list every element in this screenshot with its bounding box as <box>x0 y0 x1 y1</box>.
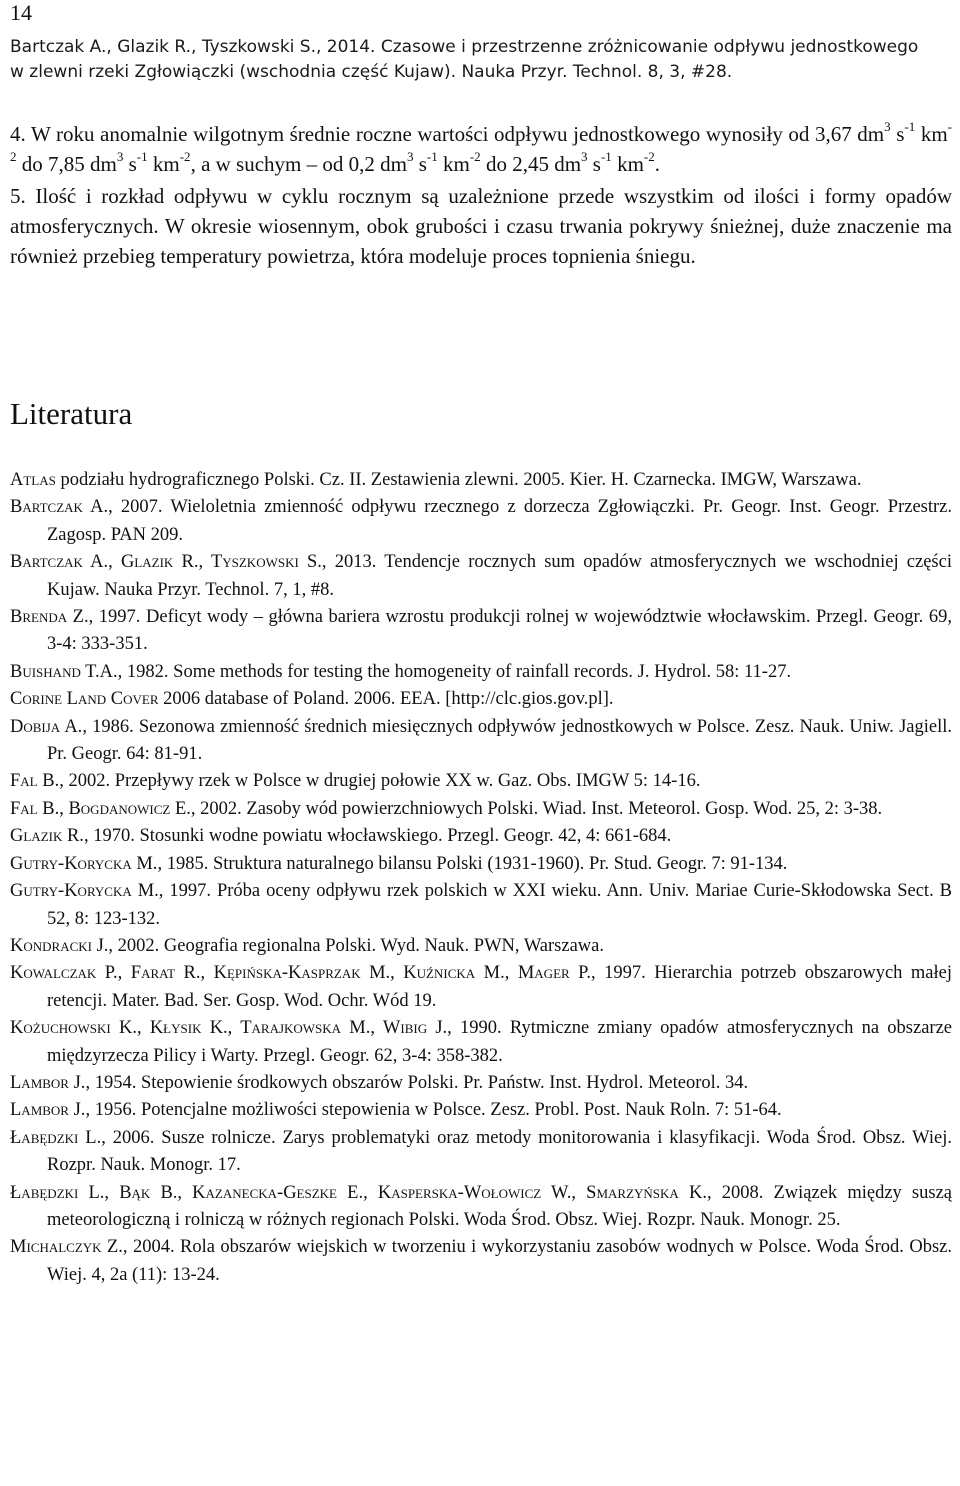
conclusion-5: 5. Ilość i rozkład odpływu w cyklu rocznym są uzależnione przede wszystkim od ilości i formy opadów atmosferycznych. W okresie wiosennym, obok grubości i czasu trwania pokrywy śnieżnej, duże znaczenie ma również przebieg temperatury powietrza, która modeluje proces topnienia śniegu. <box>10 184 952 268</box>
reference-details: , 1986. Sezonowa zmienność średnich miesięcznych odpływów jednostkowych w Polsce. Zesz. Nauk. Uniw. Jagiell. Pr. Geogr. 64: 81-91. <box>47 716 952 765</box>
reference-entry <box>10 604 952 659</box>
reference-details: , 1990. Rytmiczne zmiany opadów atmosferycznych na obszarze międzyrzecza Pilicy i Warty. Przegl. Geogr. 62, 3-4: 358-382. <box>47 1018 952 1066</box>
reference-details: , 2002. Przepływy rzek w Polsce w drugiej połowie XX w. Gaz. Obs. IMGW 5: 14-16. <box>59 771 701 792</box>
reference-details: , 2002. Geografia regionalna Polski. Wyd. Nauk. PWN, Warszawa. <box>108 935 605 956</box>
reference-entry <box>10 933 952 960</box>
reference-entry <box>10 1015 952 1070</box>
reference-author: Kożuchowski K., Kłysik K., Tarajkowska M., Wibig J. <box>10 1018 448 1039</box>
reference-entry <box>10 467 952 494</box>
reference-entry <box>10 1097 952 1124</box>
reference-details: 2006 database of Poland. 2006. EEA. [http://clc.gios.gov.pl]. <box>158 689 614 710</box>
reference-details: , 1997. Hierarchia potrzeb obszarowych małej retencji. Mater. Bad. Ser. Gosp. Wod. Ochr. Wód 19. <box>47 963 952 1011</box>
reference-author: Bartczak A. <box>10 497 109 518</box>
reference-details: , 2002. Zasoby wód powierzchniowych Polski. Wiad. Inst. Meteorol. Gosp. Wod. 25, 2: 3-38. <box>190 798 883 819</box>
reference-details: , 1997. Deficyt wody – główna bariera wzrostu produkcji rolnej w województwie włocławskim. Przegl. Geogr. 69, 3-4: 333-351. <box>47 607 952 655</box>
reference-entry <box>10 768 952 795</box>
reference-details: , 2006. Susze rolnicze. Zarys problematyki oraz metody monitorowania i klasyfikacji. Woda Środ. Obsz. Wiej. Rozpr. Nauk. Monogr. 17. <box>47 1127 952 1176</box>
reference-author: Dobija A. <box>10 716 83 737</box>
reference-entry <box>10 796 952 823</box>
reference-list <box>10 467 952 1289</box>
reference-entry <box>10 659 952 686</box>
page-number: 14 <box>10 0 32 25</box>
reference-author: Gutry-Korycka M. <box>10 881 159 902</box>
reference-entry <box>10 851 952 878</box>
reference-author: Corine Land Cover <box>10 689 159 710</box>
reference-details: , 1956. Potencjalne możliwości stepowienia w Polsce. Zesz. Probl. Post. Nauk Roln. 7: 51-64. <box>85 1100 782 1121</box>
conclusion-4: 4. W roku anomalnie wilgotnym średnie roczne wartości odpływu jednostkowego wynosiły od 3,67 $dm^3$ $s^{-1}$ $km^{-2}$ do 7,85 $dm^3$ $s^{-1}$ $km^{-2}$, a w suchym – od 0,2 $dm^3$ $s^{-1}$ $km^{-2}$ do 2,45 $dm^3$ $s^{-1}$ $km^{-2}$. <box>10 119 953 176</box>
reference-details: , 2004. Rola obszarów wiejskich w tworzeniu i wykorzystaniu zasobów wodnych w Polsce. Woda Środ. Obsz. Wiej. 4, 2a (11): 13-24. <box>47 1237 953 1285</box>
reference-details: , 1997. Próba oceny odpływu rzek polskich w XXI wieku. Ann. Univ. Mariae Curie-Skłodowska Sect. B 52, 8: 123-132. <box>47 881 953 929</box>
reference-entry <box>10 823 952 850</box>
reference-author: Bartczak A., Glazik R., Tyszkowski S. <box>10 552 322 573</box>
running-header-line-2: w zlewni rzeki Zgłowiączki (wschodnia część Kujaw). Nauka Przyr. Technol. 8, 3, #28. <box>10 62 733 82</box>
reference-author: Lambor J. <box>10 1100 86 1121</box>
reference-author: Brenda Z. <box>10 607 89 628</box>
reference-author: Fal B. <box>10 771 60 792</box>
reference-author: Fal B., Bogdanowicz E. <box>10 798 191 819</box>
reference-details: , 1982. Some methods for testing the homogeneity of rainfall records. J. Hydrol. 58: 11-27. <box>117 661 792 682</box>
reference-details: , 1970. Stosunki wodne powiatu włocławskiego. Przegl. Geogr. 42, 4: 661-684. <box>83 826 672 847</box>
conclusions-text <box>10 119 952 271</box>
reference-author: Kondracki J. <box>10 935 109 956</box>
reference-details: , 1954. Stepowienie środkowych obszarów Polski. Pr. Państw. Inst. Hydrol. Meteorol. 34. <box>85 1072 749 1093</box>
reference-entry <box>10 549 952 604</box>
reference-entry <box>10 1180 952 1235</box>
reference-author: Buishand T.A. <box>10 661 118 682</box>
reference-entry <box>10 878 952 933</box>
reference-author: Łabędzki L. <box>10 1127 102 1148</box>
reference-author: Gutry-Korycka M. <box>10 853 158 874</box>
running-header <box>10 35 955 85</box>
reference-entry <box>10 494 952 549</box>
reference-details: , 2008. Związek między suszą meteorologiczną i rolniczą w różnych regionach Polski. Woda Środ. Obsz. Wiej. Rozpr. Nauk. Monogr. 25. <box>47 1182 952 1230</box>
reference-entry <box>10 1125 952 1180</box>
reference-entry <box>10 714 952 769</box>
reference-entry <box>10 960 952 1015</box>
reference-author: Lambor J. <box>10 1072 86 1093</box>
reference-author: Glazik R. <box>10 826 84 847</box>
reference-entry <box>10 1234 952 1289</box>
reference-author: Łabędzki L., Bąk B., Kazanecka-Geszke E., Kasperska-Wołowicz W., Smarzyńska K. <box>10 1182 707 1203</box>
reference-entry <box>10 1070 952 1097</box>
reference-details: , 2007. Wieloletnia zmienność odpływu rzecznego z dorzecza Zgłowiączki. Pr. Geogr. Inst. Geogr. Przestrz. Zagosp. PAN 209. <box>47 497 952 545</box>
reference-author: Atlas <box>10 470 56 490</box>
reference-details: , 2013. Tendencje rocznych sum opadów atmosferycznych we wschodniej części Kujaw. Nauka Przyr. Technol. 7, 1, #8. <box>47 552 952 600</box>
section-title: Literatura <box>10 396 133 431</box>
running-header-line-1: Bartczak A., Glazik R., Tyszkowski S., 2014. Czasowe i przestrzenne zróżnicowanie odpływu jednostkowego <box>10 37 919 57</box>
reference-details: , 1985. Struktura naturalnego bilansu Polski (1931-1960). Pr. Stud. Geogr. 7: 91-134. <box>157 853 788 874</box>
reference-author: Kowalczak P., Farat R., Kępińska-Kasprzak M., Kuźnicka M., Mager P. <box>10 963 592 984</box>
reference-author: Michalczyk Z. <box>10 1237 123 1258</box>
reference-entry <box>10 686 952 713</box>
reference-details: podziału hydrograficznego Polski. Cz. II. Zestawienia zlewni. 2005. Kier. H. Czarnecka. IMGW, Warszawa. <box>55 470 862 490</box>
